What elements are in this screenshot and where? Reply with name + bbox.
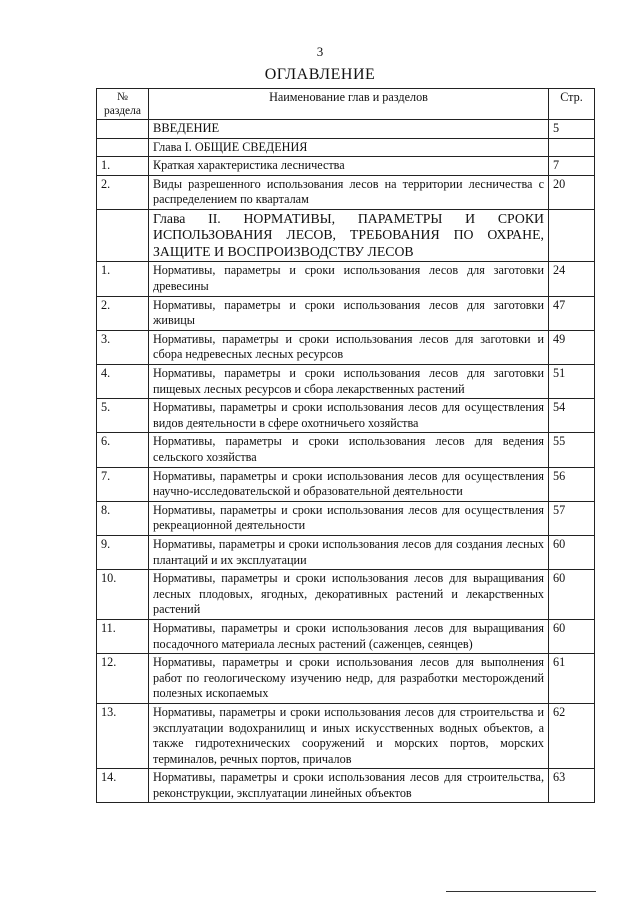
toc-row bbox=[97, 262, 595, 296]
toc-row-text: Нормативы, параметры и сроки использования лесов для заготовки и сбора недревесных лесных ресурсов bbox=[149, 330, 549, 364]
toc-row-page: 62 bbox=[549, 703, 595, 768]
toc-row bbox=[97, 654, 595, 704]
toc-row-num: 5. bbox=[97, 399, 149, 433]
chapter-2-label: Глава II. НОРМАТИВЫ, ПАРАМЕТРЫ И СРОКИ ИСПОЛЬЗОВАНИЯ ЛЕСОВ, ТРЕБОВАНИЯ ПО ОХРАНЕ, ЗАЩИТЕ И ВОСПРОИЗВОДСТВУ ЛЕСОВ bbox=[149, 209, 549, 262]
toc-row-text: Нормативы, параметры и сроки использования лесов для осуществления рекреационной деятельности bbox=[149, 501, 549, 535]
toc-row-page: 63 bbox=[549, 769, 595, 803]
toc-row-text: Нормативы, параметры и сроки использования лесов для заготовки живицы bbox=[149, 296, 549, 330]
toc-row-text: Нормативы, параметры и сроки использования лесов для выполнения работ по геологическому изучению недр, для разработки месторождений полезных ископаемых bbox=[149, 654, 549, 704]
toc-row-num: 14. bbox=[97, 769, 149, 803]
toc-row-num: 9. bbox=[97, 535, 149, 569]
intro-row bbox=[97, 120, 595, 139]
toc-row-page: 60 bbox=[549, 535, 595, 569]
toc-row bbox=[97, 365, 595, 399]
toc-row-page: 24 bbox=[549, 262, 595, 296]
toc-row-text: Нормативы, параметры и сроки использования лесов для выращивания лесных плодовых, ягодных, декоративных растений и лекарственных растений bbox=[149, 570, 549, 620]
toc-row-page: 51 bbox=[549, 365, 595, 399]
header-section-name: Наименование глав и разделов bbox=[149, 89, 549, 120]
toc-row bbox=[97, 769, 595, 803]
chapter-1-row bbox=[97, 138, 595, 157]
toc-row-num: 4. bbox=[97, 365, 149, 399]
toc-row-text: Нормативы, параметры и сроки использования лесов для ведения сельского хозяйства bbox=[149, 433, 549, 467]
page-number: 3 bbox=[316, 44, 324, 59]
toc-row-page: 61 bbox=[549, 654, 595, 704]
chapter-1-num bbox=[97, 138, 149, 157]
toc-row-text: Нормативы, параметры и сроки использования лесов для строительства, реконструкции, эксплуатации линейных объектов bbox=[149, 769, 549, 803]
toc-row bbox=[97, 535, 595, 569]
toc-row-num: 1. bbox=[97, 157, 149, 176]
header-page: Стр. bbox=[549, 89, 595, 120]
toc-row-text: Виды разрешенного использования лесов на территории лесничества с распределением по кварталам bbox=[149, 175, 549, 209]
document-title: ОГЛАВЛЕНИЕ bbox=[264, 66, 376, 83]
toc-row bbox=[97, 570, 595, 620]
toc-row-text: Нормативы, параметры и сроки использования лесов для строительства и эксплуатации водохранилищ и иных искусственных водных объектов, а также гидротехнических сооружений и морских портов, морских терминалов, речных портов, причалов bbox=[149, 703, 549, 768]
toc-row-text: Нормативы, параметры и сроки использования лесов для осуществления научно-исследовательской и образовательной деятельности bbox=[149, 467, 549, 501]
toc-row-page: 56 bbox=[549, 467, 595, 501]
toc-row bbox=[97, 296, 595, 330]
toc-row-page: 20 bbox=[549, 175, 595, 209]
chapter-2-num bbox=[97, 209, 149, 262]
toc-row-text: Нормативы, параметры и сроки использования лесов для осуществления видов деятельности в сфере охотничьего хозяйства bbox=[149, 399, 549, 433]
toc-row-num: 2. bbox=[97, 296, 149, 330]
toc-row bbox=[97, 619, 595, 653]
toc-row-num: 3. bbox=[97, 330, 149, 364]
toc-row bbox=[97, 157, 595, 176]
toc-row-text: Нормативы, параметры и сроки использования лесов для выращивания посадочного материала лесных растений (саженцев, сеянцев) bbox=[149, 619, 549, 653]
toc-row bbox=[97, 175, 595, 209]
chapter-2-page bbox=[549, 209, 595, 262]
toc-row bbox=[97, 433, 595, 467]
toc-row-page: 49 bbox=[549, 330, 595, 364]
intro-label: ВВЕДЕНИЕ bbox=[149, 120, 549, 139]
toc-row-text: Нормативы, параметры и сроки использования лесов для создания лесных плантаций и их эксплуатации bbox=[149, 535, 549, 569]
chapter-1-page bbox=[549, 138, 595, 157]
chapter-2-sections bbox=[97, 262, 595, 803]
toc-row-num: 1. bbox=[97, 262, 149, 296]
toc-row-num: 7. bbox=[97, 467, 149, 501]
toc-row bbox=[97, 467, 595, 501]
toc-row-num: 12. bbox=[97, 654, 149, 704]
toc-row-num: 8. bbox=[97, 501, 149, 535]
toc-row bbox=[97, 399, 595, 433]
toc-row-page: 54 bbox=[549, 399, 595, 433]
toc-row-num: 11. bbox=[97, 619, 149, 653]
footer-rule bbox=[446, 891, 596, 892]
toc-row-page: 60 bbox=[549, 619, 595, 653]
toc-row bbox=[97, 330, 595, 364]
toc-row-num: 6. bbox=[97, 433, 149, 467]
toc-row-page: 57 bbox=[549, 501, 595, 535]
header-section-number: № раздела bbox=[97, 89, 149, 120]
toc-row bbox=[97, 703, 595, 768]
toc-row-page: 47 bbox=[549, 296, 595, 330]
toc-header-row bbox=[97, 89, 595, 120]
toc-row-text: Краткая характеристика лесничества bbox=[149, 157, 549, 176]
table-of-contents bbox=[96, 88, 595, 803]
toc-row-page: 55 bbox=[549, 433, 595, 467]
chapter-1-label: Глава I. ОБЩИЕ СВЕДЕНИЯ bbox=[149, 138, 549, 157]
toc-row-page: 60 bbox=[549, 570, 595, 620]
toc-row-num: 13. bbox=[97, 703, 149, 768]
toc-row-num: 2. bbox=[97, 175, 149, 209]
toc-row-text: Нормативы, параметры и сроки использования лесов для заготовки пищевых лесных ресурсов и сбора лекарственных растений bbox=[149, 365, 549, 399]
toc-row bbox=[97, 501, 595, 535]
toc-row-text: Нормативы, параметры и сроки использования лесов для заготовки древесины bbox=[149, 262, 549, 296]
intro-page: 5 bbox=[549, 120, 595, 139]
toc-row-num: 10. bbox=[97, 570, 149, 620]
intro-num bbox=[97, 120, 149, 139]
chapter-2-row bbox=[97, 209, 595, 262]
toc-row-page: 7 bbox=[549, 157, 595, 176]
